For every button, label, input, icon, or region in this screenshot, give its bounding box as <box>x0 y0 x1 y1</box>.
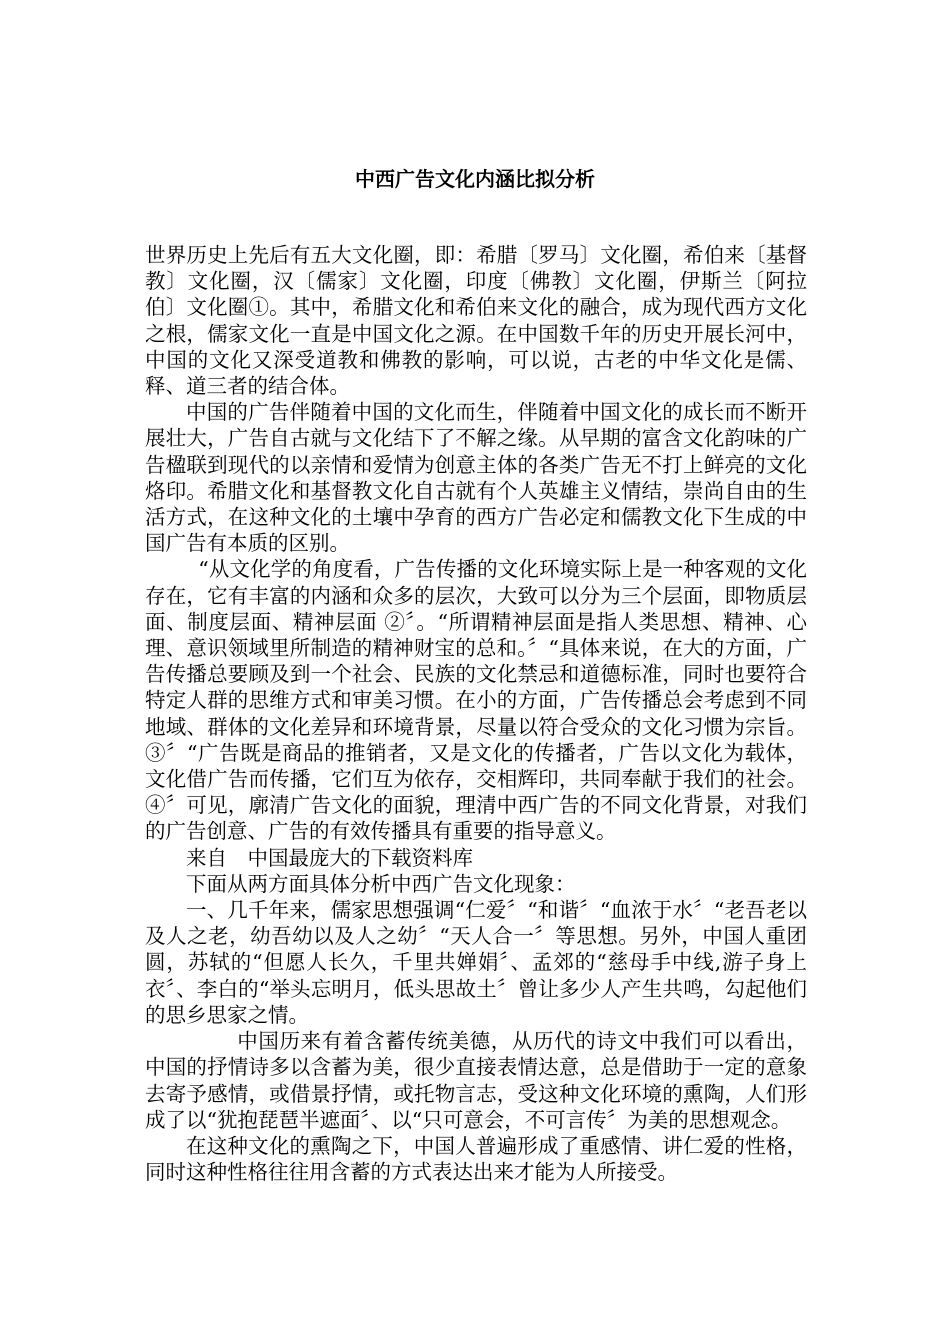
paragraph-7: 中国历来有着含蓄传统美德，从历代的诗文中我们可以看出，中国的抒情诗多以含蓄为美，很少直接表情达意，总是借助于一定的意象去寄予感情，或借景抒情，或托物言志，受这种文化环境的熏陶，人们形成了以“犹抱琵琶半遮面〞、以“只可意会，不可言传〞为美的思想观念。 <box>145 1029 807 1132</box>
paragraph-1: 世界历史上先后有五大文化圈，即：希腊〔罗马〕文化圈，希伯来〔基督教〕文化圈，汉〔儒家〕文化圈，印度〔佛教〕文化圈，伊斯兰〔阿拉伯〕文化圈①。其中，希腊文化和希伯来文化的融合，成为现代西方文化之根，儒家文化一直是中国文化之源。在中国数千年的历史开展长河中，中国的文化又深受道教和佛教的影响，可以说，古老的中华文化是儒、释、道三者的结合体。 <box>145 243 807 399</box>
paragraph-5: 下面从两方面具体分析中西广告文化现象： <box>186 871 576 896</box>
paragraph-8: 在这种文化的熏陶之下，中国人普遍形成了重感情、讲仁爱的性格，同时这种性格往往用含蓄的方式表达出来才能为人所接受。 <box>145 1133 807 1185</box>
paragraph-6: 一、几千年来，儒家思想强调“仁爱〞“和谐〞“血浓于水〞“老吾老以及人之老，幼吾幼以及人之幼〞“天人合一〞等思想。另外，中国人重团圆，苏轼的“但愿人长久，千里共婵娟〞、孟郊的“慈母手中线,游子身上衣〞、李白的“举头忘明月，低头思故土〞曾让多少人产生共鸣，勾起他们的思乡思家之情。 <box>145 898 807 1027</box>
document-body <box>145 242 807 1185</box>
paragraph-source-note: 来自 中国最庞大的下载资料库 <box>186 845 473 870</box>
document-title: 中西广告文化内涵比拟分析 <box>355 167 595 191</box>
paragraph-2: 中国的广告伴随着中国的文化而生，伴随着中国文化的成长而不断开展壮大，广告自古就与文化结下了不解之缘。从早期的富含文化韵味的广告楹联到现代的以亲情和爱情为创意主体的各类广告无不打上鲜亮的文化烙印。希腊文化和基督教文化自古就有个人英雄主义情结，崇尚自由的生活方式，在这种文化的土壤中孕育的西方广告必定和儒教文化下生成的中国广告有本质的区别。 <box>145 400 807 556</box>
paragraph-3: “从文化学的角度看，广告传播的文化环境实际上是一种客观的文化存在，它有丰富的内涵和众多的层次，大致可以分为三个层面，即物质层面、制度层面、精神层面 ②〞。“所谓精神层面是指人类思想、精神、心理、意识领域里所制造的精神财宝的总和。〞“具体来说，在大的方面，广告传播总要顾及到一个社会、民族的文化禁忌和道德标准，同时也要符合特定人群的思维方式和审美习惯。在小的方面，广告传播总会考虑到不同地域、群体的文化差异和环境背景，尽量以符合受众的文化习惯为宗旨。③〞“广告既是商品的推销者，又是文化的传播者，广告以文化为载体，文化借广告而传播，它们互为依存，交相辉印，共同奉献于我们的社会。④〞可见，廓清广告文化的面貌，理清中西广告的不同文化背景，对我们的广告创意、广告的有效传播具有重要的指导意义。 <box>145 557 807 844</box>
